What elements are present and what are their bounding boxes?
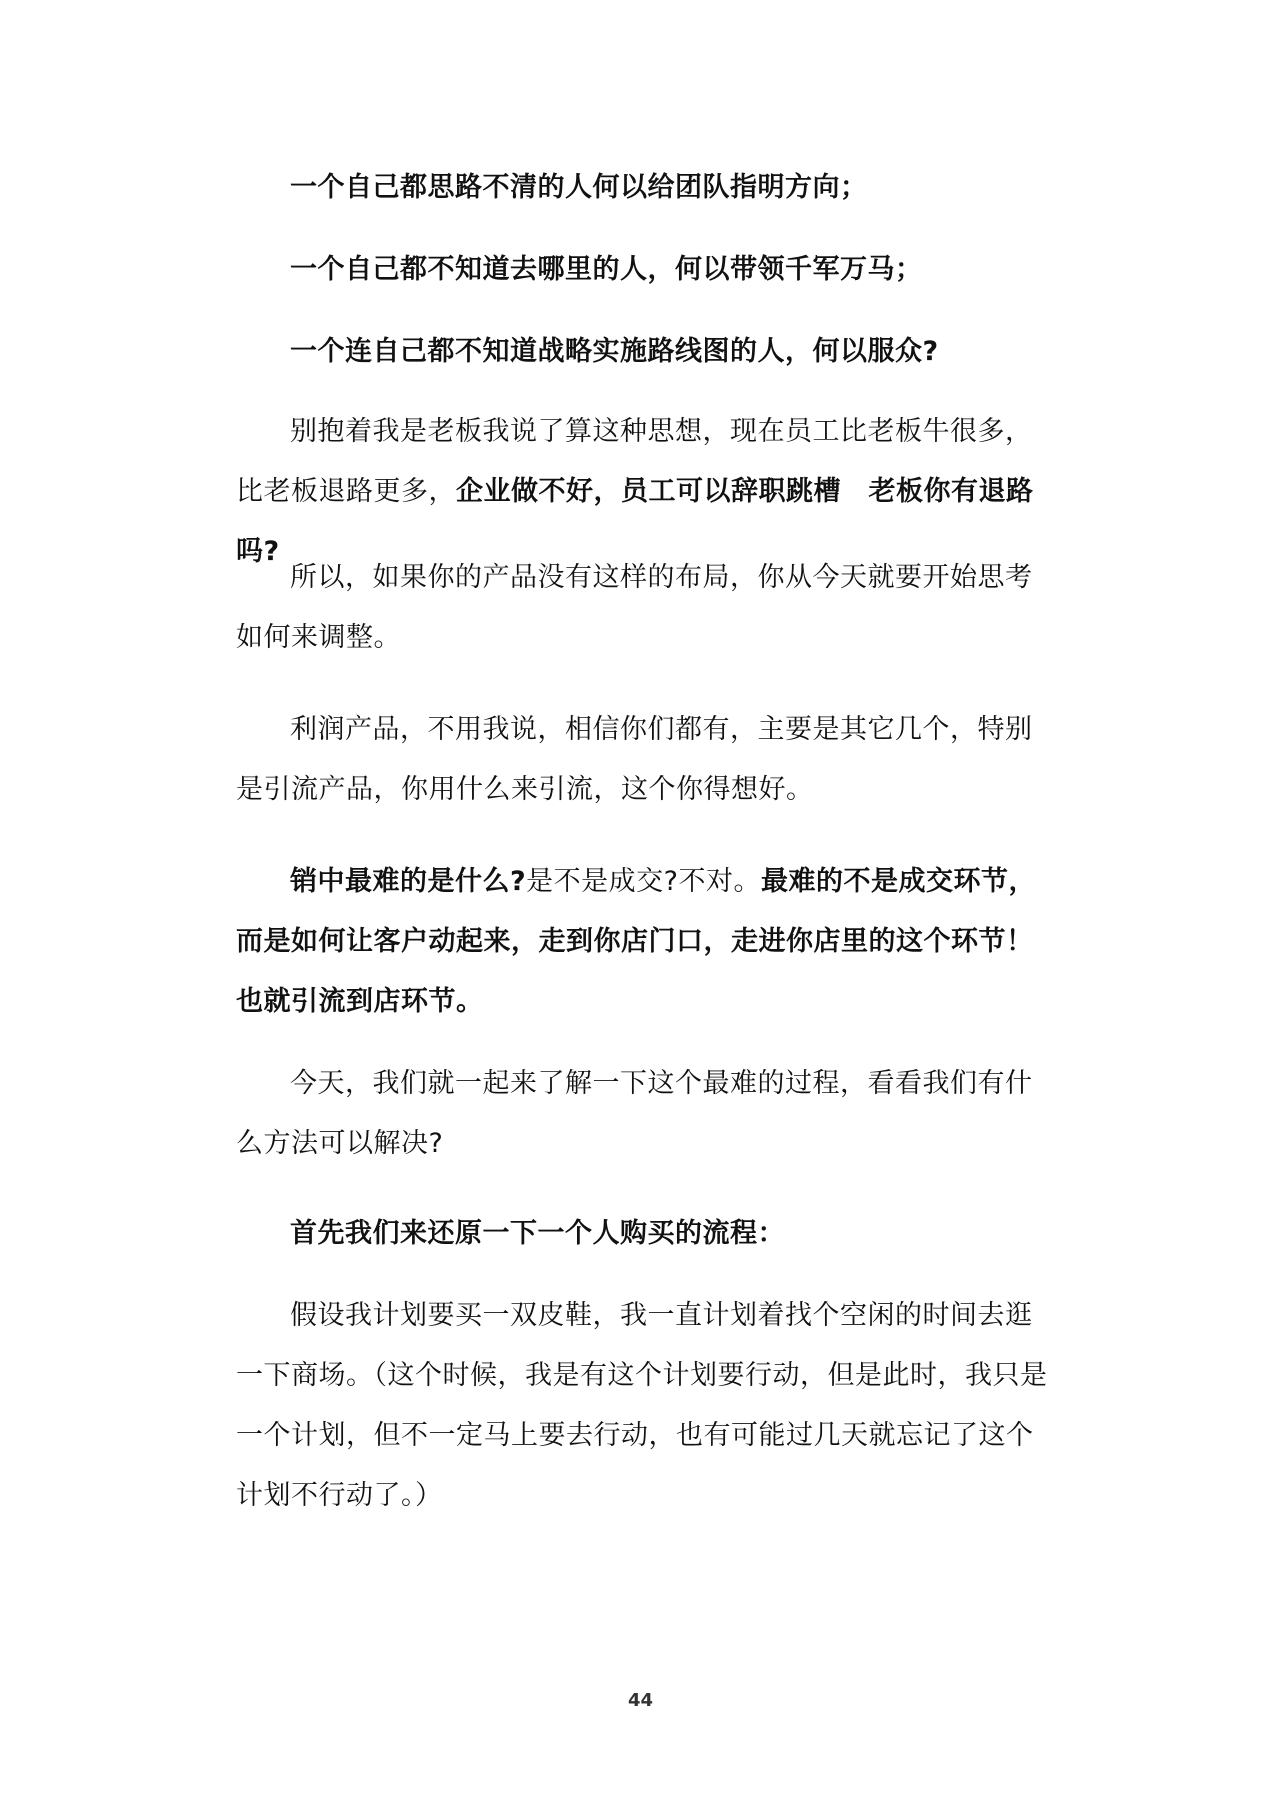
paragraph-6: 利润产品，不用我说，相信你们都有，主要是其它几个，特别是引流产品，你用什么来引流，这个你得想好。 bbox=[236, 714, 1033, 805]
paragraph-10: 假设我计划要买一双皮鞋，我一直计划着找个空闲的时间去逛一下商场。（这个时候，我是有这个计划要行动，但是此时，我只是一个计划，但不一定马上要去行动，也有可能过几天就忘记了这个计划不行动了。） bbox=[236, 1300, 1048, 1511]
paragraph-4-normal: 别抱着我是老板我说了算这种思想，现在员工比老板牛很多，比老板退路更多， bbox=[236, 416, 1033, 507]
paragraph-4-bold: 企业做不好，员工可以辞职跳槽 老板你有退路吗? bbox=[236, 476, 1034, 567]
paragraph-7-bold-c: 最难的不是成交环节，而是如何让客户动起来，走到你店门口，走进你店里的这个环节！也就引流到店环节。 bbox=[236, 866, 1037, 1017]
paragraph-7-bold-a: 销中最难的是什么? bbox=[290, 866, 527, 897]
paragraph-8: 今天，我们就一起来了解一下这个最难的过程，看看我们有什么方法可以解决? bbox=[236, 1068, 1033, 1159]
paragraph-2: 一个自己都不知道去哪里的人，何以带领千军万马； bbox=[290, 254, 923, 285]
paragraph-3: 一个连自己都不知道战略实施路线图的人，何以服众? bbox=[290, 336, 939, 367]
paragraph-9: 首先我们来还原一下一个人购买的流程： bbox=[290, 1218, 785, 1249]
paragraph-7 bbox=[236, 852, 1058, 1032]
paragraph-5: 所以，如果你的产品没有这样的布局，你从今天就要开始思考如何来调整。 bbox=[236, 562, 1033, 653]
page-number: 44 bbox=[628, 1690, 654, 1711]
paragraph-7-normal: 是不是成交?不对。 bbox=[526, 866, 762, 897]
paragraph-1: 一个自己都思路不清的人何以给团队指明方向； bbox=[290, 172, 868, 203]
